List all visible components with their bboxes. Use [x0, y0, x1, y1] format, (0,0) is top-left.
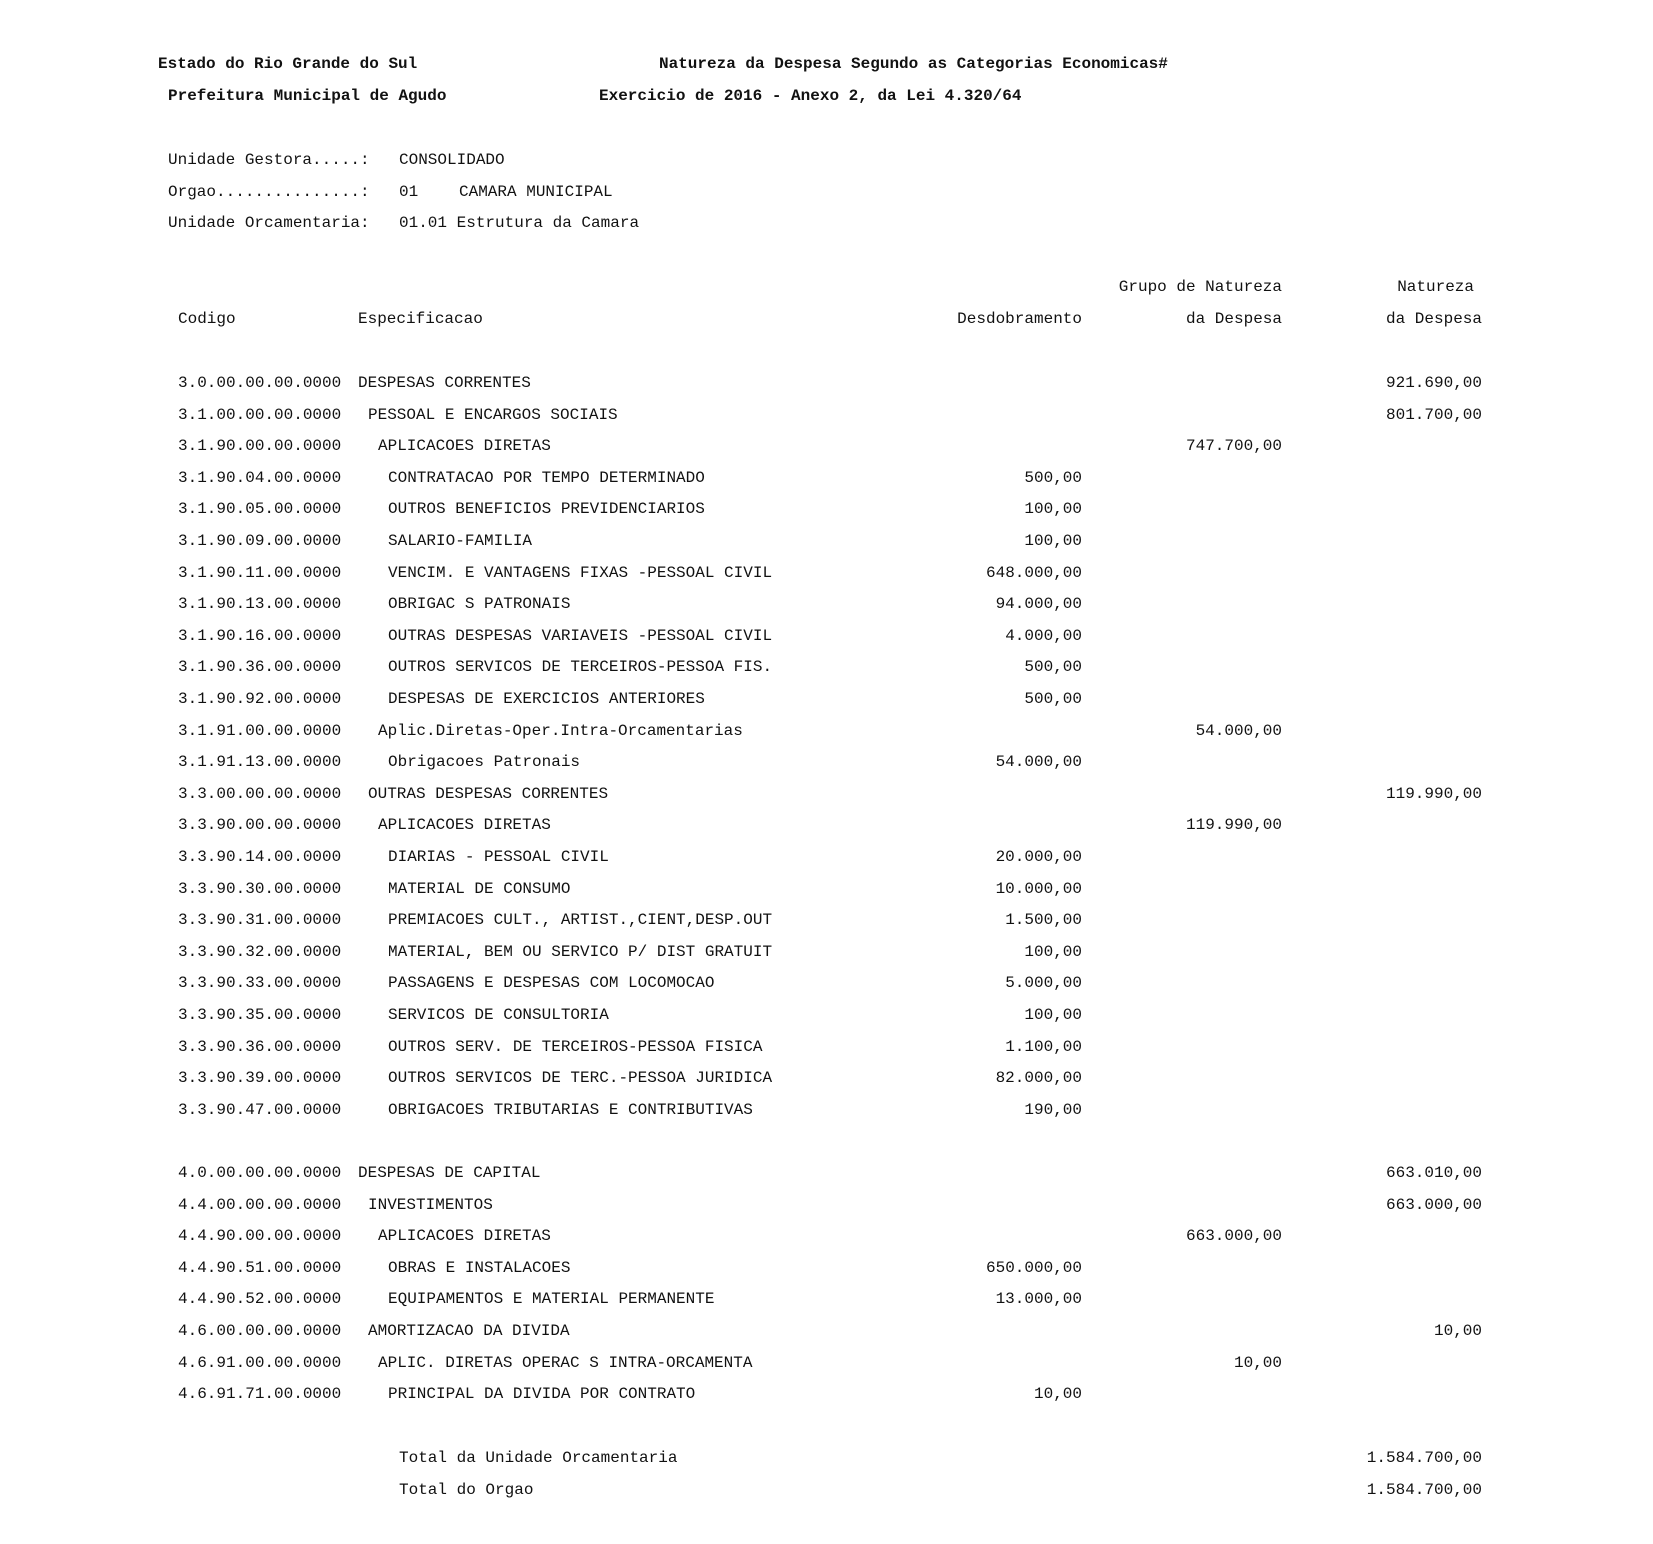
row-code: 3.1.90.11.00.0000	[178, 563, 342, 582]
row-desdobramento: 100,00	[1024, 500, 1082, 519]
row-code: 3.3.90.39.00.0000	[178, 1069, 342, 1088]
row-desdobramento: 4.000,00	[1005, 626, 1082, 645]
row-description: OBRIGACOES TRIBUTARIAS E CONTRIBUTIVAS	[388, 1100, 753, 1119]
row-code: 3.1.91.13.00.0000	[178, 753, 342, 772]
total-value: 1.584.700,00	[1366, 1449, 1482, 1467]
orgao-name: CAMARA MUNICIPAL	[459, 183, 613, 201]
total-label: Total do Orgao	[399, 1481, 534, 1499]
row-grupo: 54.000,00	[1195, 721, 1282, 740]
row-code: 4.6.91.00.00.0000	[178, 1353, 342, 1372]
unidade-gestora-value: CONSOLIDADO	[399, 151, 505, 169]
row-description: OUTROS SERV. DE TERCEIROS-PESSOA FISICA	[388, 1037, 763, 1056]
orgao-label: Orgao...............:	[168, 183, 370, 201]
row-description: OBRAS E INSTALACOES	[388, 1258, 571, 1277]
row-desdobramento: 5.000,00	[1005, 974, 1082, 993]
row-desdobramento: 13.000,00	[995, 1290, 1082, 1309]
row-code: 3.3.90.00.00.0000	[178, 816, 342, 835]
row-code: 4.0.00.00.00.0000	[178, 1164, 342, 1182]
row-description: DESPESAS DE CAPITAL	[358, 1164, 541, 1182]
row-code: 4.4.90.51.00.0000	[178, 1258, 342, 1277]
unidade-gestora-label: Unidade Gestora.....:	[168, 151, 370, 169]
row-natureza: 10,00	[1433, 1322, 1482, 1340]
col-natureza-header-line1: Natureza	[1397, 278, 1474, 296]
row-description: PESSOAL E ENCARGOS SOCIAIS	[368, 405, 618, 424]
row-code: 4.4.90.00.00.0000	[178, 1227, 342, 1246]
row-description: APLICACOES DIRETAS	[378, 816, 551, 835]
row-desdobramento: 10.000,00	[995, 879, 1082, 898]
row-code: 3.3.90.31.00.0000	[178, 911, 342, 930]
col-desdobramento-header: Desdobramento	[957, 310, 1082, 328]
row-description: Obrigacoes Patronais	[388, 753, 581, 772]
row-desdobramento: 1.100,00	[1005, 1037, 1082, 1056]
exercise-line: Exercicio de 2016 - Anexo 2, da Lei 4.320/64	[599, 87, 1022, 105]
col-especificacao-header: Especificacao	[358, 310, 483, 328]
row-code: 3.1.90.16.00.0000	[178, 626, 342, 645]
row-code: 3.3.90.47.00.0000	[178, 1100, 342, 1119]
row-description: OBRIGAC S PATRONAIS	[388, 595, 571, 614]
row-desdobramento: 190,00	[1024, 1100, 1082, 1119]
row-code: 3.3.90.36.00.0000	[178, 1037, 342, 1056]
row-description: APLICACOES DIRETAS	[378, 437, 551, 456]
state-name: Estado do Rio Grande do Sul	[158, 55, 418, 73]
row-description: PASSAGENS E DESPESAS COM LOCOMOCAO	[388, 974, 715, 993]
row-desdobramento: 650.000,00	[985, 1258, 1082, 1277]
row-code: 3.1.91.00.00.0000	[178, 721, 342, 740]
row-code: 3.1.90.09.00.0000	[178, 532, 342, 550]
row-description: SALARIO-FAMILIA	[388, 532, 533, 550]
row-description: CONTRATACAO POR TEMPO DETERMINADO	[388, 468, 705, 487]
row-natureza: 119.990,00	[1385, 784, 1482, 803]
orgao-code: 01	[399, 183, 419, 201]
row-description: DESPESAS DE EXERCICIOS ANTERIORES	[388, 690, 705, 708]
row-grupo: 747.700,00	[1185, 437, 1282, 456]
row-code: 4.4.90.52.00.0000	[178, 1290, 342, 1309]
row-grupo: 10,00	[1233, 1353, 1282, 1372]
row-description: OUTROS BENEFICIOS PREVIDENCIARIOS	[388, 500, 705, 519]
row-natureza: 663.010,00	[1385, 1164, 1482, 1182]
row-description: SERVICOS DE CONSULTORIA	[388, 1006, 609, 1024]
row-desdobramento: 100,00	[1024, 1006, 1082, 1024]
row-code: 3.3.00.00.00.0000	[178, 784, 342, 803]
row-desdobramento: 100,00	[1024, 532, 1082, 550]
row-desdobramento: 100,00	[1024, 942, 1082, 961]
row-desdobramento: 10,00	[1033, 1385, 1082, 1404]
row-description: EQUIPAMENTOS E MATERIAL PERMANENTE	[388, 1290, 715, 1309]
row-description: APLICACOES DIRETAS	[378, 1227, 551, 1246]
row-desdobramento: 20.000,00	[995, 848, 1082, 866]
row-description: OUTROS SERVICOS DE TERC.-PESSOA JURIDICA	[388, 1069, 773, 1088]
row-code: 3.1.00.00.00.0000	[178, 405, 342, 424]
col-codigo-header: Codigo	[178, 310, 236, 328]
row-natureza: 663.000,00	[1385, 1195, 1482, 1214]
row-code: 3.1.90.04.00.0000	[178, 468, 342, 487]
unidade-orcamentaria-label: Unidade Orcamentaria:	[168, 214, 370, 232]
row-description: MATERIAL, BEM OU SERVICO P/ DIST GRATUIT	[388, 942, 773, 961]
row-code: 3.3.90.33.00.0000	[178, 974, 342, 993]
row-code: 4.6.00.00.00.0000	[178, 1322, 342, 1340]
row-code: 3.3.90.14.00.0000	[178, 848, 342, 866]
row-code: 3.1.90.92.00.0000	[178, 690, 342, 708]
row-description: OUTROS SERVICOS DE TERCEIROS-PESSOA FIS.	[388, 658, 773, 677]
col-grupo-header-line2: da Despesa	[1185, 310, 1282, 328]
municipality-name: Prefeitura Municipal de Agudo	[168, 87, 447, 105]
row-code: 3.1.90.05.00.0000	[178, 500, 342, 519]
row-code: 3.1.90.13.00.0000	[178, 595, 342, 614]
row-code: 3.3.90.30.00.0000	[178, 879, 342, 898]
col-grupo-header-line1: Grupo de Natureza	[1118, 278, 1282, 296]
row-desdobramento: 1.500,00	[1005, 911, 1082, 930]
row-description: AMORTIZACAO DA DIVIDA	[368, 1322, 570, 1340]
row-desdobramento: 94.000,00	[995, 595, 1082, 614]
row-desdobramento: 500,00	[1024, 468, 1082, 487]
report-title: Natureza da Despesa Segundo as Categorias Economicas#	[659, 55, 1168, 73]
row-code: 3.0.00.00.00.0000	[178, 374, 342, 392]
unidade-orcamentaria-value: 01.01 Estrutura da Camara	[399, 214, 640, 232]
row-description: MATERIAL DE CONSUMO	[388, 879, 571, 898]
row-code: 3.3.90.32.00.0000	[178, 942, 342, 961]
row-description: Aplic.Diretas-Oper.Intra-Orcamentarias	[378, 721, 743, 740]
row-description: VENCIM. E VANTAGENS FIXAS -PESSOAL CIVIL	[388, 563, 773, 582]
row-desdobramento: 54.000,00	[995, 753, 1082, 772]
row-grupo: 663.000,00	[1185, 1227, 1282, 1246]
row-desdobramento: 648.000,00	[985, 563, 1082, 582]
row-natureza: 801.700,00	[1385, 405, 1482, 424]
row-description: PRINCIPAL DA DIVIDA POR CONTRATO	[388, 1385, 696, 1404]
row-description: DIARIAS - PESSOAL CIVIL	[388, 848, 609, 866]
row-description: APLIC. DIRETAS OPERAC S INTRA-ORCAMENTA	[378, 1353, 753, 1372]
row-desdobramento: 82.000,00	[995, 1069, 1082, 1088]
row-code: 3.1.90.36.00.0000	[178, 658, 342, 677]
row-code: 4.6.91.71.00.0000	[178, 1385, 342, 1404]
row-description: OUTRAS DESPESAS CORRENTES	[368, 784, 609, 803]
row-desdobramento: 500,00	[1024, 658, 1082, 677]
row-description: DESPESAS CORRENTES	[358, 374, 531, 392]
row-natureza: 921.690,00	[1385, 374, 1482, 392]
row-desdobramento: 500,00	[1024, 690, 1082, 708]
row-description: OUTRAS DESPESAS VARIAVEIS -PESSOAL CIVIL	[388, 626, 773, 645]
total-label: Total da Unidade Orcamentaria	[399, 1449, 678, 1467]
row-code: 3.1.90.00.00.0000	[178, 437, 342, 456]
row-grupo: 119.990,00	[1185, 816, 1282, 835]
row-code: 3.3.90.35.00.0000	[178, 1006, 342, 1024]
col-natureza-header-line2: da Despesa	[1385, 310, 1482, 328]
row-code: 4.4.00.00.00.0000	[178, 1195, 342, 1214]
row-description: INVESTIMENTOS	[368, 1195, 493, 1214]
total-value: 1.584.700,00	[1366, 1481, 1482, 1499]
row-description: PREMIACOES CULT., ARTIST.,CIENT,DESP.OUT	[388, 911, 773, 930]
